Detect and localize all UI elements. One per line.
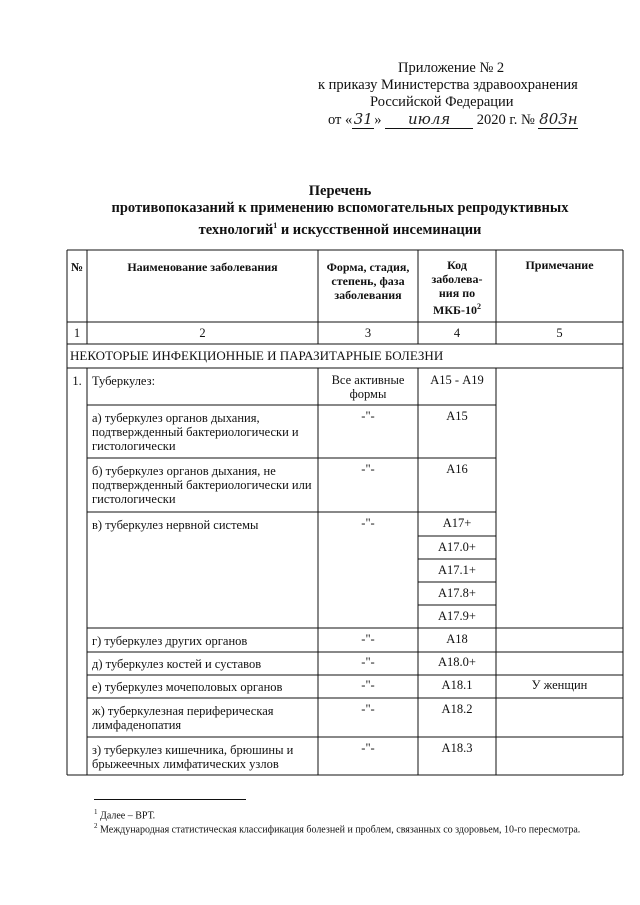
handwritten-day: 31 (353, 110, 373, 128)
table-row-form: -"- (361, 632, 375, 646)
appendix-federation: Российской Федерации (370, 94, 514, 110)
table-row-code: А18 (446, 632, 468, 646)
footnote-ref-2: 2 (476, 302, 481, 311)
header-form: Форма, стадия, степень, фаза заболевания (326, 260, 410, 302)
table-row-name: б) туберкулез органов дыхания, не подтвержденный бактериологически или гистологически (92, 464, 312, 506)
table-row-code: А18.1 (441, 678, 473, 692)
handwritten-number: 803н (539, 110, 578, 128)
date-prefix: от « (328, 112, 353, 128)
header-code: Код заболева-ния по МКБ-$10^2$ (431, 258, 483, 317)
table-row-form: -"- (361, 702, 375, 716)
appendix-order: к приказу Министерства здравоохранения (318, 77, 578, 93)
table-row-name: ж) туберкулезная периферическая лимфаденопатия (92, 704, 274, 732)
title-line2: противопоказаний к применению вспомогательных репродуктивных (111, 200, 569, 216)
table-row-code: А17.8+ (438, 586, 476, 600)
table-row-code: А15 (446, 409, 468, 423)
table-row-form: -"- (361, 741, 375, 755)
col-number-5: 5 (556, 326, 563, 340)
table-row-form: -"- (361, 655, 375, 669)
header-name: Наименование заболевания (127, 260, 278, 274)
footnote-ref-1: 1 (273, 221, 278, 230)
section-heading: НЕКОТОРЫЕ ИНФЕКЦИОННЫЕ И ПАРАЗИТАРНЫЕ БОЛЕЗНИ (70, 348, 444, 363)
col-number-3: 3 (364, 326, 372, 340)
table-row-name: д) туберкулез костей и суставов (92, 657, 262, 671)
table-row-code: А18.0+ (438, 655, 476, 669)
table-row-form: -"- (361, 678, 375, 692)
footnote-2: $^2$ Международная статистическая классификация болезней и проблем, связанных со здоровьем, 10-го пересмотра. (94, 822, 581, 836)
footnote-1: $^1$ Далее – ВРТ. (94, 808, 156, 822)
table-row-num: 1. (72, 374, 82, 388)
col-number-1: 1 (73, 326, 81, 340)
appendix-number: Приложение № 2 (398, 60, 505, 76)
header-note: Примечание (525, 258, 594, 272)
table-row-note: У женщин (531, 678, 588, 692)
table-row-name: г) туберкулез других органов (92, 634, 248, 648)
date-year: 2020 г. № (476, 112, 535, 128)
table-row-name: з) туберкулез кишечника, брюшины и брыжеечных лимфатических узлов (92, 743, 294, 771)
table-row-name: Туберкулез: (92, 374, 156, 388)
footnote-divider (94, 799, 246, 800)
table-row-code: А18.3 (441, 741, 473, 755)
table-row-form: -"- (361, 462, 375, 476)
table-row-name: е) туберкулез мочеполовых органов (92, 680, 283, 694)
title-line3: технологий$^1$ и искусственной инсеминации (198, 221, 482, 238)
col-number-2: 2 (199, 326, 206, 340)
table-row-code: А16 (446, 462, 468, 476)
table-row-form: -"- (361, 409, 375, 423)
title-line1: Перечень (308, 183, 372, 199)
table-row-code: А15 - А19 (430, 373, 484, 387)
table-row-form: -"- (361, 516, 375, 530)
table-row-code: А17.1+ (438, 563, 476, 577)
table-row-name: в) туберкулез нервной системы (92, 518, 259, 532)
header-num: № (70, 260, 84, 274)
handwritten-month: июля (385, 111, 473, 129)
table-row-form: Все активные формы (331, 373, 405, 401)
date-mid: » (374, 112, 382, 128)
table-row-name: а) туберкулез органов дыхания, подтвержденный бактериологически и гистологически (92, 411, 299, 453)
table-row-code: А17+ (442, 516, 472, 530)
col-number-4: 4 (453, 326, 461, 340)
table-row-code: А18.2 (441, 702, 473, 716)
table-row-code: А17.0+ (438, 540, 476, 554)
table-row-code: А17.9+ (438, 609, 476, 623)
